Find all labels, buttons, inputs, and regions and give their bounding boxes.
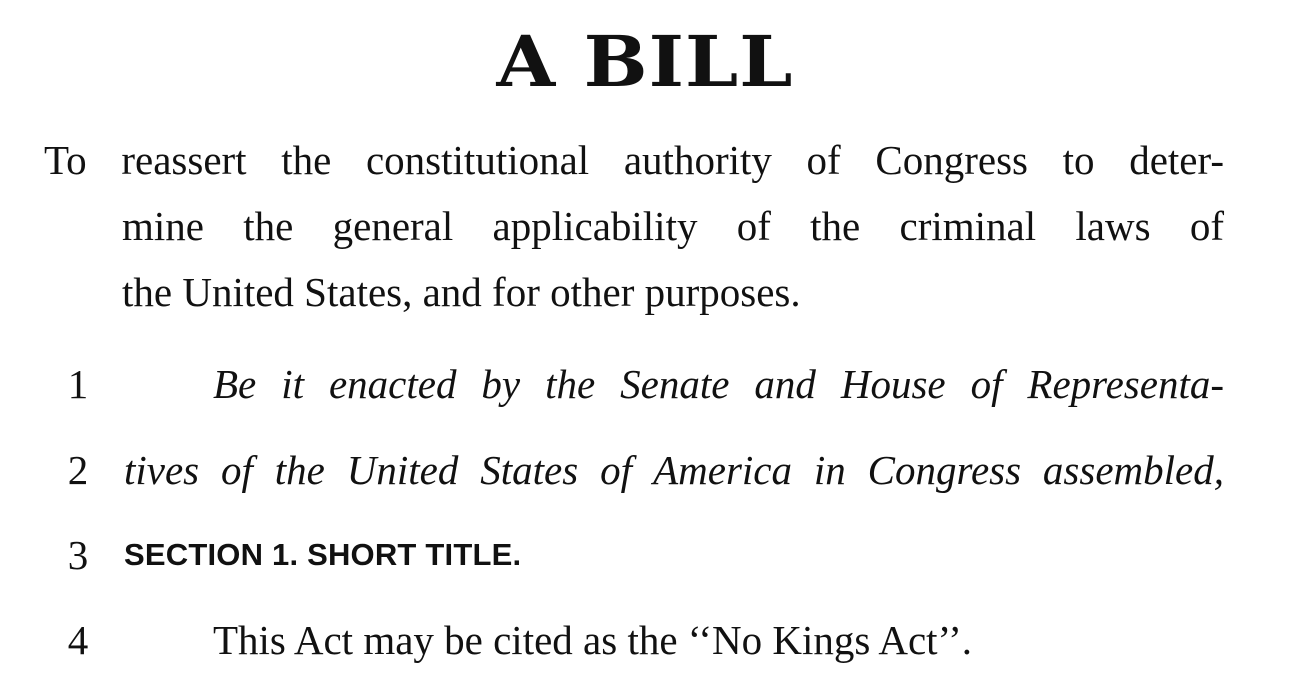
section-heading: SECTION 1. SHORT TITLE. [124, 537, 522, 572]
purpose-line: mine the general applicability of the criminal laws of [122, 203, 1224, 249]
line-number: 3 [67, 532, 89, 578]
bill-line-4 [0, 610, 1290, 670]
purpose-line: the United States, and for other purposes. [122, 269, 801, 315]
purpose-line: To reassert the constitutional authority of Congress to deter- [44, 137, 1224, 183]
bill-line-1 [0, 354, 1290, 414]
enacting-clause-end: tives of the United States of America in Congress assembled, [124, 447, 1224, 493]
line-number: 2 [67, 447, 89, 493]
line-number: 4 [67, 617, 89, 663]
line-number: 1 [67, 361, 89, 407]
bill-line-2 [0, 440, 1290, 500]
bill-line-3 [0, 525, 1290, 585]
bill-heading: A BILL [496, 20, 794, 103]
bill-purpose [44, 127, 1224, 325]
short-title-text: This Act may be cited as the ‘‘No Kings Act’’. [213, 617, 973, 663]
enacting-clause-start: Be it enacted by the Senate and House of Representa- [213, 361, 1224, 407]
